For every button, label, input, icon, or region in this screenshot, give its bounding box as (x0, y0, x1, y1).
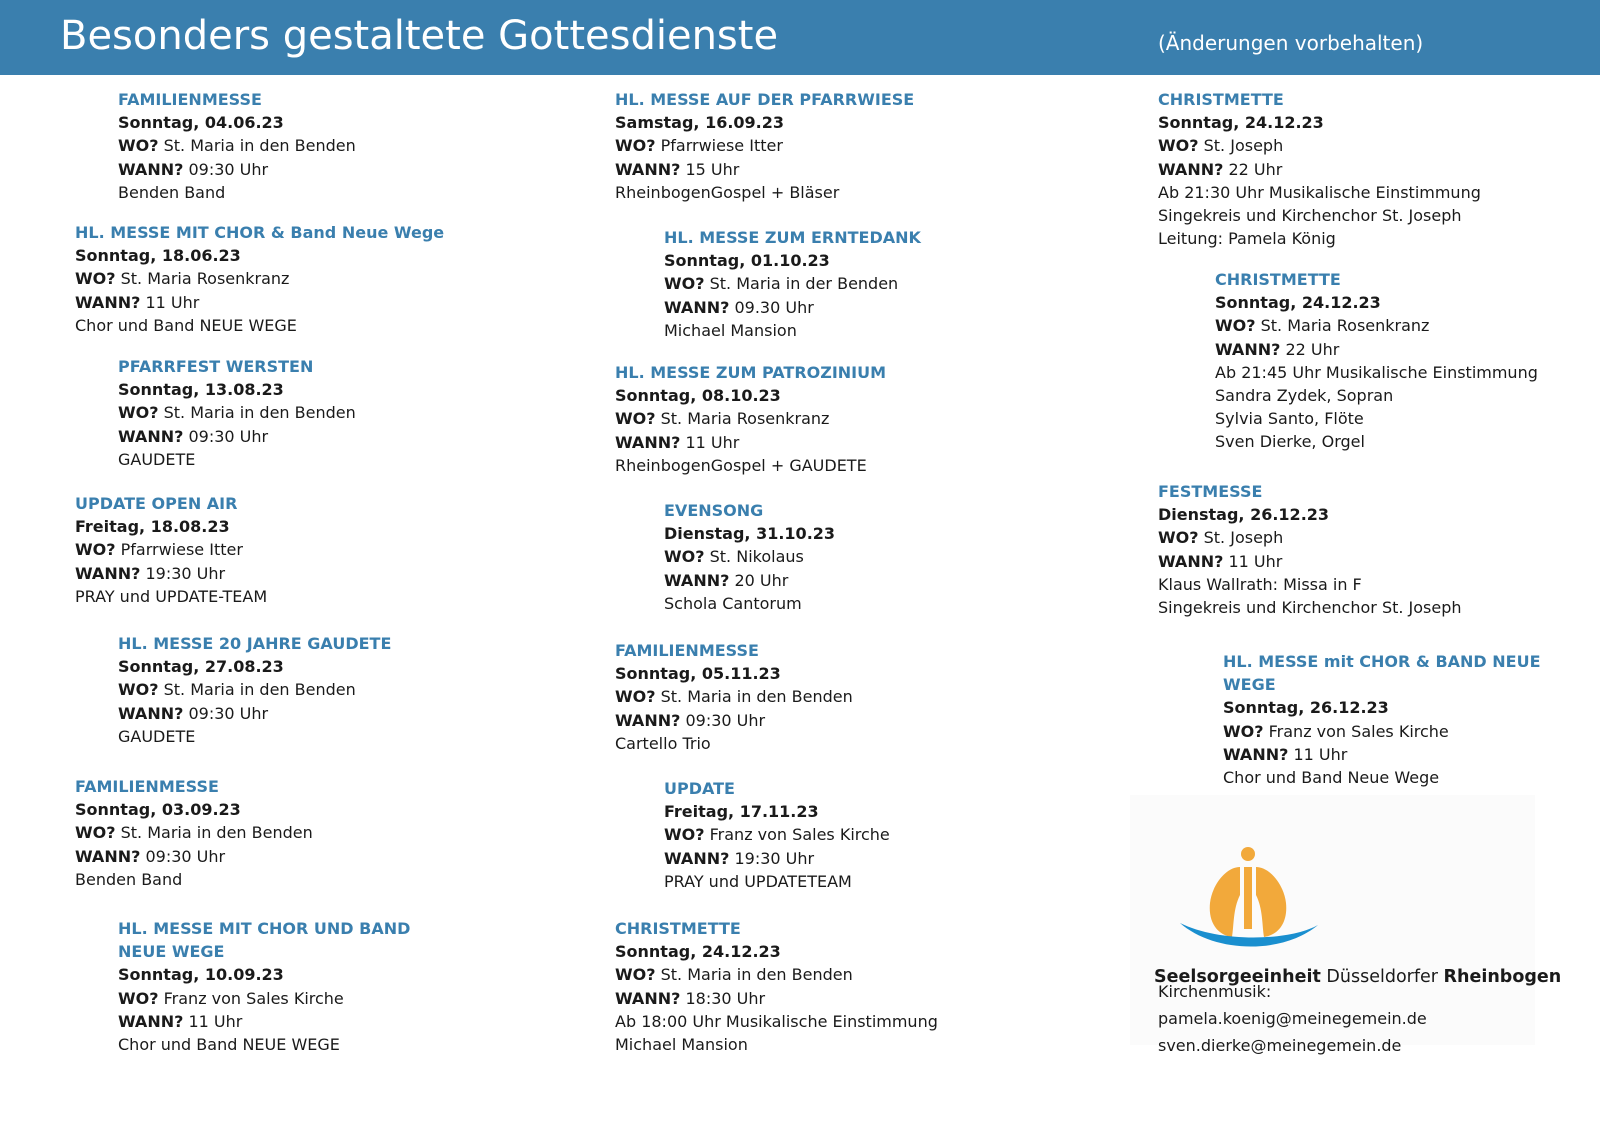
event-wann-label: WANN? (615, 710, 681, 730)
event-wo-row (664, 272, 1044, 295)
event-wo-label: WO? (118, 403, 159, 423)
org-name-part1: Seelsorgeeinheit (1154, 967, 1321, 987)
event-entry (118, 355, 498, 471)
event-wo-value: St. Maria in den Benden (660, 687, 853, 707)
event-wo-label: WO? (1215, 316, 1256, 336)
event-wo-label: WO? (75, 540, 116, 560)
event-wo-label: WO? (664, 825, 705, 845)
event-wann-row (615, 987, 1035, 1010)
event-wo-value: St. Maria in den Benden (163, 680, 356, 700)
event-title: CHRISTMETTE (615, 919, 741, 938)
event-wann-row (75, 562, 455, 585)
event-date: Dienstag, 31.10.23 (664, 524, 836, 544)
event-wo-value: Franz von Sales Kirche (709, 825, 890, 845)
event-wann-label: WANN? (1158, 159, 1224, 179)
logo-area (1130, 795, 1562, 1055)
event-wann-value: 19:30 Uhr (145, 563, 226, 583)
event-date: Sonntag, 05.11.23 (615, 664, 781, 684)
event-wann-value: 22 Uhr (1228, 159, 1283, 179)
event-note: Schola Cantorum (664, 593, 802, 613)
event-title: HL. MESSE MIT CHOR & Band Neue Wege (75, 223, 445, 242)
event-note: PRAY und UPDATETEAM (664, 871, 852, 891)
event-date: Sonntag, 24.12.23 (1158, 113, 1324, 133)
event-wo-value: St. Maria Rosenkranz (120, 269, 290, 289)
event-wann-value: 20 Uhr (734, 570, 789, 590)
event-wann-row (664, 569, 1044, 592)
event-wo-row (118, 678, 498, 701)
event-note: Singekreis und Kirchenchor St. Joseph (1158, 598, 1462, 618)
event-note: Chor und Band NEUE WEGE (75, 315, 297, 335)
event-date: Sonntag, 24.12.23 (615, 942, 781, 962)
event-wo-row (615, 685, 1035, 708)
event-entry (1158, 88, 1578, 250)
event-entry (118, 632, 498, 748)
event-note: RheinbogenGospel + GAUDETE (615, 455, 867, 475)
event-note: Ab 21:30 Uhr Musikalische Einstimmung (1158, 182, 1481, 202)
event-wo-row (664, 545, 1044, 568)
event-wo-label: WO? (1223, 721, 1264, 741)
event-wann-row (1215, 338, 1595, 361)
event-entry (615, 917, 1035, 1056)
event-date: Sonntag, 03.09.23 (75, 800, 241, 820)
event-wann-value: 09.30 Uhr (734, 297, 814, 317)
event-wann-label: WANN? (1223, 744, 1289, 764)
event-date: Sonntag, 13.08.23 (118, 380, 284, 400)
event-wann-label: WANN? (75, 563, 141, 583)
event-wo-row (118, 134, 498, 157)
event-wo-value: Pfarrwiese Itter (660, 136, 783, 156)
event-wann-label: WANN? (615, 159, 681, 179)
event-entry (615, 361, 1035, 477)
parish-logo-icon (1170, 845, 1320, 955)
event-note: Cartello Trio (615, 733, 711, 753)
event-wann-row (615, 431, 1035, 454)
event-wo-row (1215, 314, 1595, 337)
event-wann-row (75, 845, 455, 868)
event-wann-row (118, 425, 498, 448)
event-wann-value: 19:30 Uhr (734, 848, 815, 868)
event-wann-label: WANN? (615, 988, 681, 1008)
event-wo-row (1223, 720, 1583, 743)
event-wann-label: WANN? (664, 570, 730, 590)
event-wann-label: WANN? (118, 426, 184, 446)
event-title: FESTMESSE (1158, 482, 1263, 501)
event-wann-row (615, 158, 1035, 181)
event-wo-label: WO? (75, 269, 116, 289)
event-entry (664, 777, 1044, 893)
event-wo-value: Franz von Sales Kirche (163, 988, 344, 1008)
event-note: Sylvia Santo, Flöte (1215, 409, 1364, 429)
event-wo-label: WO? (664, 547, 705, 567)
event-date: Sonntag, 08.10.23 (615, 386, 781, 406)
event-date: Sonntag, 27.08.23 (118, 657, 284, 677)
event-note: Sandra Zydek, Sopran (1215, 386, 1394, 406)
event-wann-row (118, 702, 498, 725)
event-wo-label: WO? (1158, 136, 1199, 156)
event-wo-row (615, 134, 1035, 157)
event-date: Dienstag, 26.12.23 (1158, 505, 1330, 525)
event-wo-value: St. Maria in der Benden (709, 274, 899, 294)
event-wo-label: WO? (615, 965, 656, 985)
event-wo-row (664, 823, 1044, 846)
event-wo-row (615, 407, 1035, 430)
event-note: Sven Dierke, Orgel (1215, 432, 1365, 452)
event-entry (75, 775, 455, 891)
event-wann-row (118, 158, 498, 181)
event-wo-label: WO? (615, 687, 656, 707)
email-sven[interactable]: sven.dierke@meinegemein.de (1158, 1036, 1402, 1055)
event-wann-label: WANN? (118, 159, 184, 179)
event-wo-label: WO? (664, 274, 705, 294)
org-name-part2: Düsseldorfer (1326, 967, 1438, 987)
event-title: UPDATE (664, 779, 735, 798)
event-wo-value: St. Joseph (1203, 528, 1284, 548)
event-entry (75, 492, 455, 608)
event-wann-value: 11 Uhr (1293, 744, 1348, 764)
contact-label: Kirchenmusik: (1158, 982, 1272, 1001)
event-title: HL. MESSE 20 JAHRE GAUDETE (118, 634, 392, 653)
event-note: Michael Mansion (664, 320, 797, 340)
event-note: Leitung: Pamela König (1158, 229, 1336, 249)
event-wann-label: WANN? (75, 846, 141, 866)
event-entry (615, 639, 1035, 755)
event-wo-row (118, 401, 498, 424)
event-title: CHRISTMETTE (1215, 270, 1341, 289)
event-title: HL. MESSE MIT CHOR UND BAND NEUE WEGE (118, 919, 411, 962)
event-wo-label: WO? (75, 823, 116, 843)
event-entry (118, 88, 498, 204)
event-note: Singekreis und Kirchenchor St. Joseph (1158, 206, 1462, 226)
event-date: Sonntag, 26.12.23 (1223, 698, 1389, 718)
event-title: HL. MESSE mit CHOR & BAND NEUE WEGE (1223, 652, 1541, 695)
event-note: Benden Band (118, 182, 226, 202)
event-wann-label: WANN? (1215, 339, 1281, 359)
event-wann-row (1158, 158, 1578, 181)
event-wann-value: 09:30 Uhr (685, 710, 766, 730)
event-note: Chor und Band Neue Wege (1223, 768, 1440, 788)
event-title: FAMILIENMESSE (75, 777, 219, 796)
event-wo-value: St. Joseph (1203, 136, 1284, 156)
event-wann-row (664, 296, 1044, 319)
event-wo-row (118, 987, 448, 1010)
event-wann-label: WANN? (615, 432, 681, 452)
event-wann-label: WANN? (118, 703, 184, 723)
event-date: Sonntag, 04.06.23 (118, 113, 284, 133)
event-entry (1215, 268, 1595, 454)
event-wo-label: WO? (615, 409, 656, 429)
event-note: RheinbogenGospel + Bläser (615, 182, 840, 202)
event-wo-value: St. Nikolaus (709, 547, 804, 567)
event-wo-label: WO? (118, 136, 159, 156)
event-title: HL. MESSE ZUM ERNTEDANK (664, 228, 921, 247)
event-wo-row (75, 538, 455, 561)
event-note: GAUDETE (118, 449, 196, 469)
event-date: Freitag, 18.08.23 (75, 517, 230, 537)
event-wo-value: St. Maria in den Benden (163, 136, 356, 156)
event-wann-value: 11 Uhr (685, 432, 740, 452)
event-wo-value: St. Maria in den Benden (163, 403, 356, 423)
event-wann-label: WANN? (664, 848, 730, 868)
event-wo-label: WO? (118, 680, 159, 700)
event-wann-row (615, 709, 1035, 732)
event-wo-label: WO? (1158, 528, 1199, 548)
event-date: Sonntag, 10.09.23 (118, 965, 284, 985)
event-entry (75, 221, 495, 337)
event-wann-value: 22 Uhr (1285, 339, 1340, 359)
event-wo-value: Pfarrwiese Itter (120, 540, 243, 560)
event-wann-label: WANN? (664, 297, 730, 317)
event-date: Samstag, 16.09.23 (615, 113, 785, 133)
event-wann-value: 11 Uhr (145, 292, 200, 312)
event-wann-value: 18:30 Uhr (685, 988, 766, 1008)
header-bar (0, 0, 1600, 75)
event-wo-value: Franz von Sales Kirche (1268, 721, 1449, 741)
event-wo-value: St. Maria in den Benden (120, 823, 313, 843)
event-title: FAMILIENMESSE (615, 641, 759, 660)
event-wann-value: 09:30 Uhr (188, 703, 269, 723)
event-entry (1158, 480, 1578, 619)
event-note: Ab 18:00 Uhr Musikalische Einstimmung (615, 1011, 938, 1031)
event-wann-value: 09:30 Uhr (188, 426, 269, 446)
changes-note: (Änderungen vorbehalten) (1158, 31, 1424, 55)
event-wann-value: 09:30 Uhr (188, 159, 269, 179)
event-wann-row (1158, 550, 1578, 573)
event-entry (1223, 650, 1583, 789)
event-wo-value: St. Maria Rosenkranz (660, 409, 830, 429)
event-wann-row (664, 847, 1044, 870)
event-wann-row (118, 1010, 448, 1033)
event-entry (664, 226, 1044, 342)
event-wo-row (615, 963, 1035, 986)
event-entry (615, 88, 1035, 204)
event-date: Freitag, 17.11.23 (664, 802, 819, 822)
event-wo-label: WO? (118, 988, 159, 1008)
event-entry (118, 917, 448, 1056)
event-title: FAMILIENMESSE (118, 90, 262, 109)
event-wo-row (75, 267, 495, 290)
event-note: Chor und Band NEUE WEGE (118, 1035, 340, 1055)
event-wo-row (1158, 526, 1578, 549)
event-wann-label: WANN? (118, 1011, 184, 1031)
event-entry (664, 499, 1044, 615)
event-title: PFARRFEST WERSTEN (118, 357, 314, 376)
event-wann-label: WANN? (75, 292, 141, 312)
event-wo-label: WO? (615, 136, 656, 156)
event-wann-value: 15 Uhr (685, 159, 740, 179)
event-wo-row (75, 821, 455, 844)
event-title: CHRISTMETTE (1158, 90, 1284, 109)
event-wann-row (75, 291, 495, 314)
event-wann-label: WANN? (1158, 551, 1224, 571)
event-title: HL. MESSE ZUM PATROZINIUM (615, 363, 887, 382)
event-wann-value: 11 Uhr (1228, 551, 1283, 571)
email-pamela[interactable]: pamela.koenig@meinegemein.de (1158, 1009, 1427, 1028)
event-date: Sonntag, 18.06.23 (75, 246, 241, 266)
event-note: Michael Mansion (615, 1035, 748, 1055)
event-note: Klaus Wallrath: Missa in F (1158, 574, 1362, 594)
event-title: UPDATE OPEN AIR (75, 494, 238, 513)
event-date: Sonntag, 01.10.23 (664, 251, 830, 271)
event-date: Sonntag, 24.12.23 (1215, 293, 1381, 313)
event-wann-value: 09:30 Uhr (145, 846, 226, 866)
event-wann-value: 11 Uhr (188, 1011, 243, 1031)
event-title: HL. MESSE AUF DER PFARRWIESE (615, 90, 915, 109)
event-wann-row (1223, 743, 1583, 766)
event-note: PRAY und UPDATE-TEAM (75, 586, 268, 606)
event-note: Benden Band (75, 869, 183, 889)
org-name-part3: Rheinbogen (1443, 967, 1562, 987)
event-wo-value: St. Maria Rosenkranz (1260, 316, 1430, 336)
event-wo-value: St. Maria in den Benden (660, 965, 853, 985)
event-note: Ab 21:45 Uhr Musikalische Einstimmung (1215, 362, 1538, 382)
event-note: GAUDETE (118, 726, 196, 746)
event-wo-row (1158, 134, 1578, 157)
event-title: EVENSONG (664, 501, 764, 520)
page-title: Besonders gestaltete Gottesdienste (60, 13, 779, 59)
